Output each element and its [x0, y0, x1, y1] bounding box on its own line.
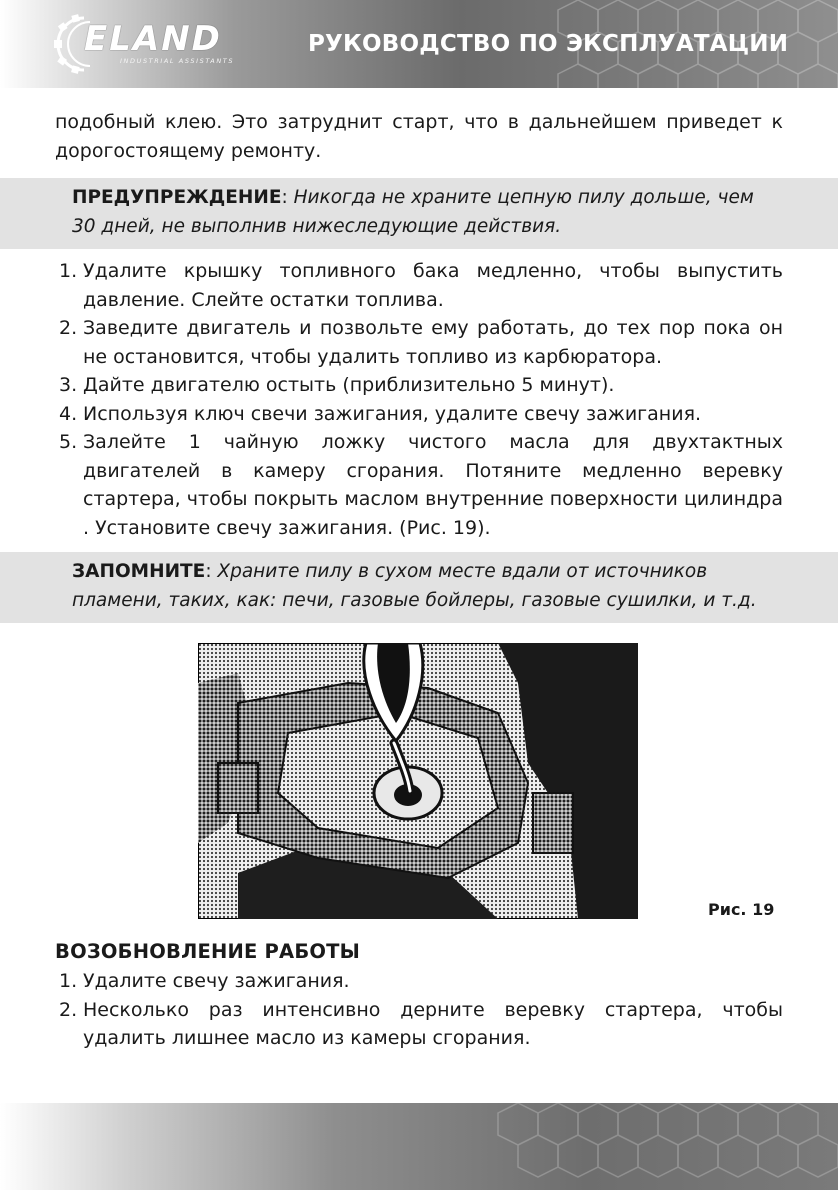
remember-text: Храните пилу в сухом месте вдали от источников пламени, таких, как: печи, газовые бойлеры, газовые сушилки, и т.д. [72, 561, 757, 611]
step-text: Несколько раз интенсивно дерните веревку стартера, чтобы удалить лишнее масло из камеры сгорания. [83, 998, 783, 1049]
step-number: 2. [59, 317, 78, 339]
step-text: Удалите свечу зажигания. [83, 970, 350, 992]
step-number: 1. [59, 970, 78, 992]
remember-box [0, 552, 838, 623]
brand-logo-subtitle: INDUSTRIAL ASSISTANTS [120, 57, 235, 65]
page-title: РУКОВОДСТВО ПО ЭКСПЛУАТАЦИИ [308, 31, 789, 57]
list-item [55, 400, 783, 429]
step-number: 4. [59, 402, 78, 425]
brand-logo-text: ELAND [84, 19, 222, 59]
step-text: Залейте 1 чайную ложку чистого масла для двухтактных двигателей в камеру сгорания. Потяните медленно веревку стартера, чтобы покрыть маслом внутренние поверхности цилиндра . Установите свечу зажигания. (Рис. 19). [83, 431, 783, 539]
remember-label: ЗАПОМНИТЕ [72, 561, 206, 582]
hexagon-pattern-icon [478, 1103, 838, 1190]
step-number: 5. [59, 431, 78, 453]
main-content [55, 108, 783, 623]
step-text: Удалите крышку топливного бака медленно, чтобы выпустить давление. Слейте остатки топлива. [83, 260, 783, 311]
page-footer [0, 1103, 838, 1190]
step-text: Заведите двигатель и позвольте ему работать, до тех пор пока он не остановится, чтобы удалить топливо из карбюратора. [83, 317, 783, 368]
section-heading: ВОЗОБНОВЛЕНИЕ РАБОТЫ [55, 940, 361, 963]
step-number: 1. [59, 260, 78, 282]
resume-steps-list [55, 967, 783, 1053]
figure-caption: Рис. 19 [708, 900, 775, 919]
figure-19-image [198, 643, 638, 919]
page-header [0, 0, 838, 88]
list-item [55, 967, 783, 996]
warning-text: Никогда не храните цепную пилу дольше, чем 30 дней, не выполнив нижеследующие действия. [72, 187, 754, 237]
step-text: Используя ключ свечи зажигания, удалите свечу зажигания. [83, 402, 702, 425]
step-number: 2. [59, 998, 78, 1021]
list-item [55, 996, 783, 1053]
engine-spark-plug-illustration [198, 643, 638, 919]
warning-box [0, 178, 838, 249]
warning-separator: : [281, 187, 288, 208]
list-item [55, 371, 783, 400]
step-number: 3. [59, 374, 78, 396]
storage-steps-list [55, 257, 783, 542]
step-text: Дайте двигателю остыть (приблизительно 5 минут). [83, 374, 615, 396]
resume-section [55, 940, 783, 1053]
list-item [55, 314, 783, 371]
list-item [55, 428, 783, 542]
remember-separator: : [205, 561, 212, 582]
list-item [55, 257, 783, 314]
intro-paragraph: подобный клею. Это затруднит старт, что в дальнейшем приведет к дорогостоящему ремонту. [55, 111, 783, 162]
warning-label: ПРЕДУПРЕЖДЕНИЕ [72, 187, 282, 208]
